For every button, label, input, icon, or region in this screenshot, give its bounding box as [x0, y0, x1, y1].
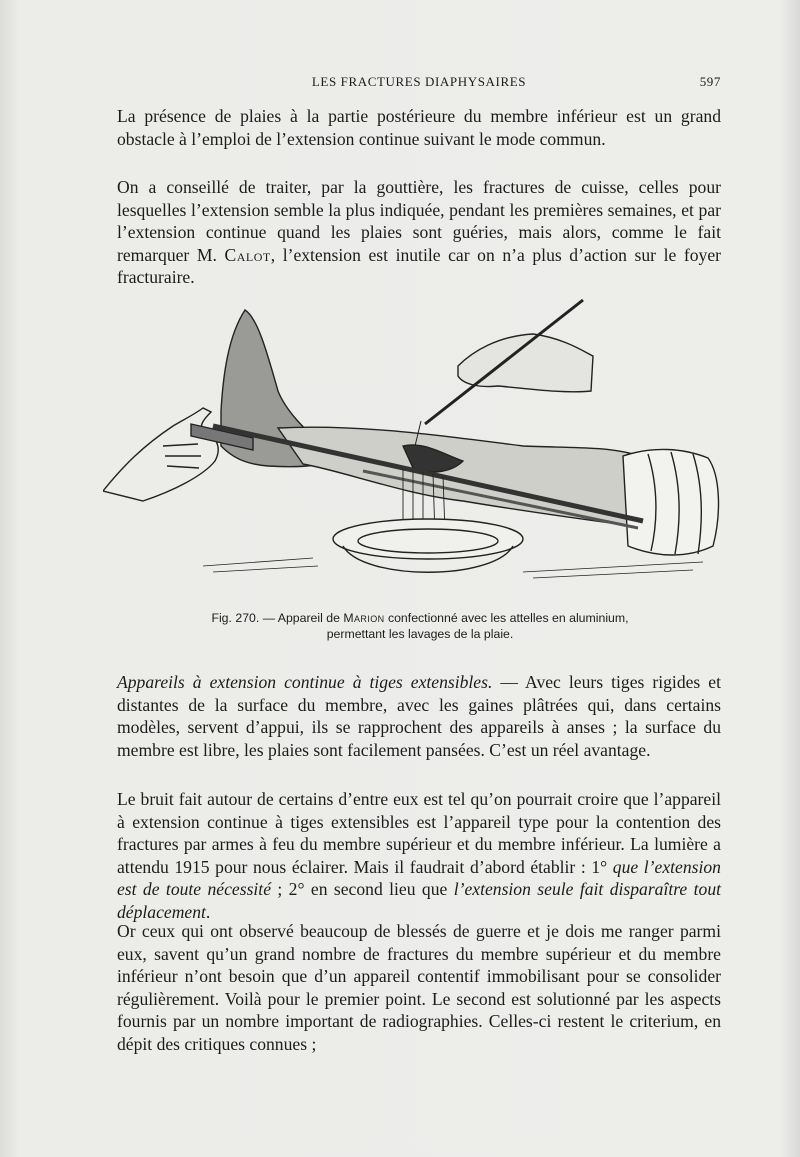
- figure-caption: [120, 610, 720, 642]
- text-run: — Avec leurs tiges rigides et distantes de la surface du membre, avec les gaines plâtrées qui, dans certains modèles, servent d’appui, ils se rapprochent des appareils à anses ; la surface du membre est libre, les plaies sont facilement pansées. C’est un réel avantage.: [117, 672, 721, 760]
- paragraph-war-wounded: [117, 920, 721, 1056]
- author-name: Calot: [224, 244, 271, 265]
- italic-run: que l’extension est de toute nécessité: [117, 856, 721, 900]
- text-run: ; 2° en second lieu que: [271, 879, 454, 900]
- paragraph-text: [117, 788, 721, 924]
- paragraph-text: La présence de plaies à la partie postérieure du membre inférieur est un grand obstacle à l’emploi de l’extension continue suivant le mode commun.: [117, 106, 721, 149]
- figure-illustration: [103, 296, 723, 601]
- text-run: .: [205, 901, 211, 922]
- leg-outline: [278, 427, 633, 526]
- caption-line-1: [120, 610, 720, 626]
- caption-prefix: Fig. 270. — Appareil de: [211, 611, 344, 625]
- section-heading: Appareils à extension continue à tiges extensibles.: [117, 672, 493, 692]
- page-number: 597: [699, 74, 721, 89]
- caption-author: Marion: [343, 611, 385, 625]
- caption-rest: confectionné avec les attelles en aluminium,: [384, 611, 629, 625]
- leg-splint-illustration: [103, 296, 723, 601]
- paragraph-text: [117, 176, 721, 289]
- italic-run: l’extension seule fait disparaître tout déplacement: [117, 879, 721, 922]
- paragraph-debate: [117, 788, 721, 924]
- left-hand-fingers: [163, 444, 201, 468]
- thigh-cast: [623, 449, 718, 555]
- running-head: [117, 74, 721, 96]
- paragraph-wounds: [117, 105, 721, 150]
- paragraph-text: [117, 671, 721, 761]
- paragraph-gutter-splint: [117, 176, 721, 289]
- chapter-title: LES FRACTURES DIAPHYSAIRES: [311, 74, 527, 89]
- caption-line-2: permettant les lavages de la plaie.: [326, 627, 514, 641]
- left-hand-outline: [103, 408, 218, 501]
- text-run: On a conseillé de traiter, par la gouttière, les fractures de cuisse, celles pour lesquelles l’extension semble la plus indiquée, pendant les premières semaines, et par l’extension continue quand les plaies sont guéries, mais alors, comme le fait remarquer M.: [117, 177, 721, 265]
- paragraph-extensible-rods: [117, 671, 721, 761]
- text-run: Le bruit fait autour de certains d’entre eux est tel qu’on pourrait croire que l’appareil à extension continue à tiges extensibles est l’appareil type pour la contention des fractures par armes à feu du membre supérieur et du membre inférieur. La lumière a attendu 1915 pour nous éclairer. Mais il faudrait d’abord établir : 1°: [117, 789, 721, 877]
- floor-shading: [203, 558, 703, 578]
- text-run: , l’extension est inutile car on n’a plus d’action sur le foyer fracturaire.: [117, 244, 721, 288]
- paragraph-text: Or ceux qui ont observé beaucoup de blessés de guerre et je dois me ranger parmi eux, savent qu’un grand nombre de fractures du membre supérieur et du membre inférieur n’ont besoin que d’un appareil contentif immobilisant pour se consolider régulièrement. Voilà pour le premier point. Le second est solutionné par les aspects fournis par un nombre important de radiographies. Celles-ci restent le criterium, en dépit des critiques connues ;: [117, 921, 721, 1054]
